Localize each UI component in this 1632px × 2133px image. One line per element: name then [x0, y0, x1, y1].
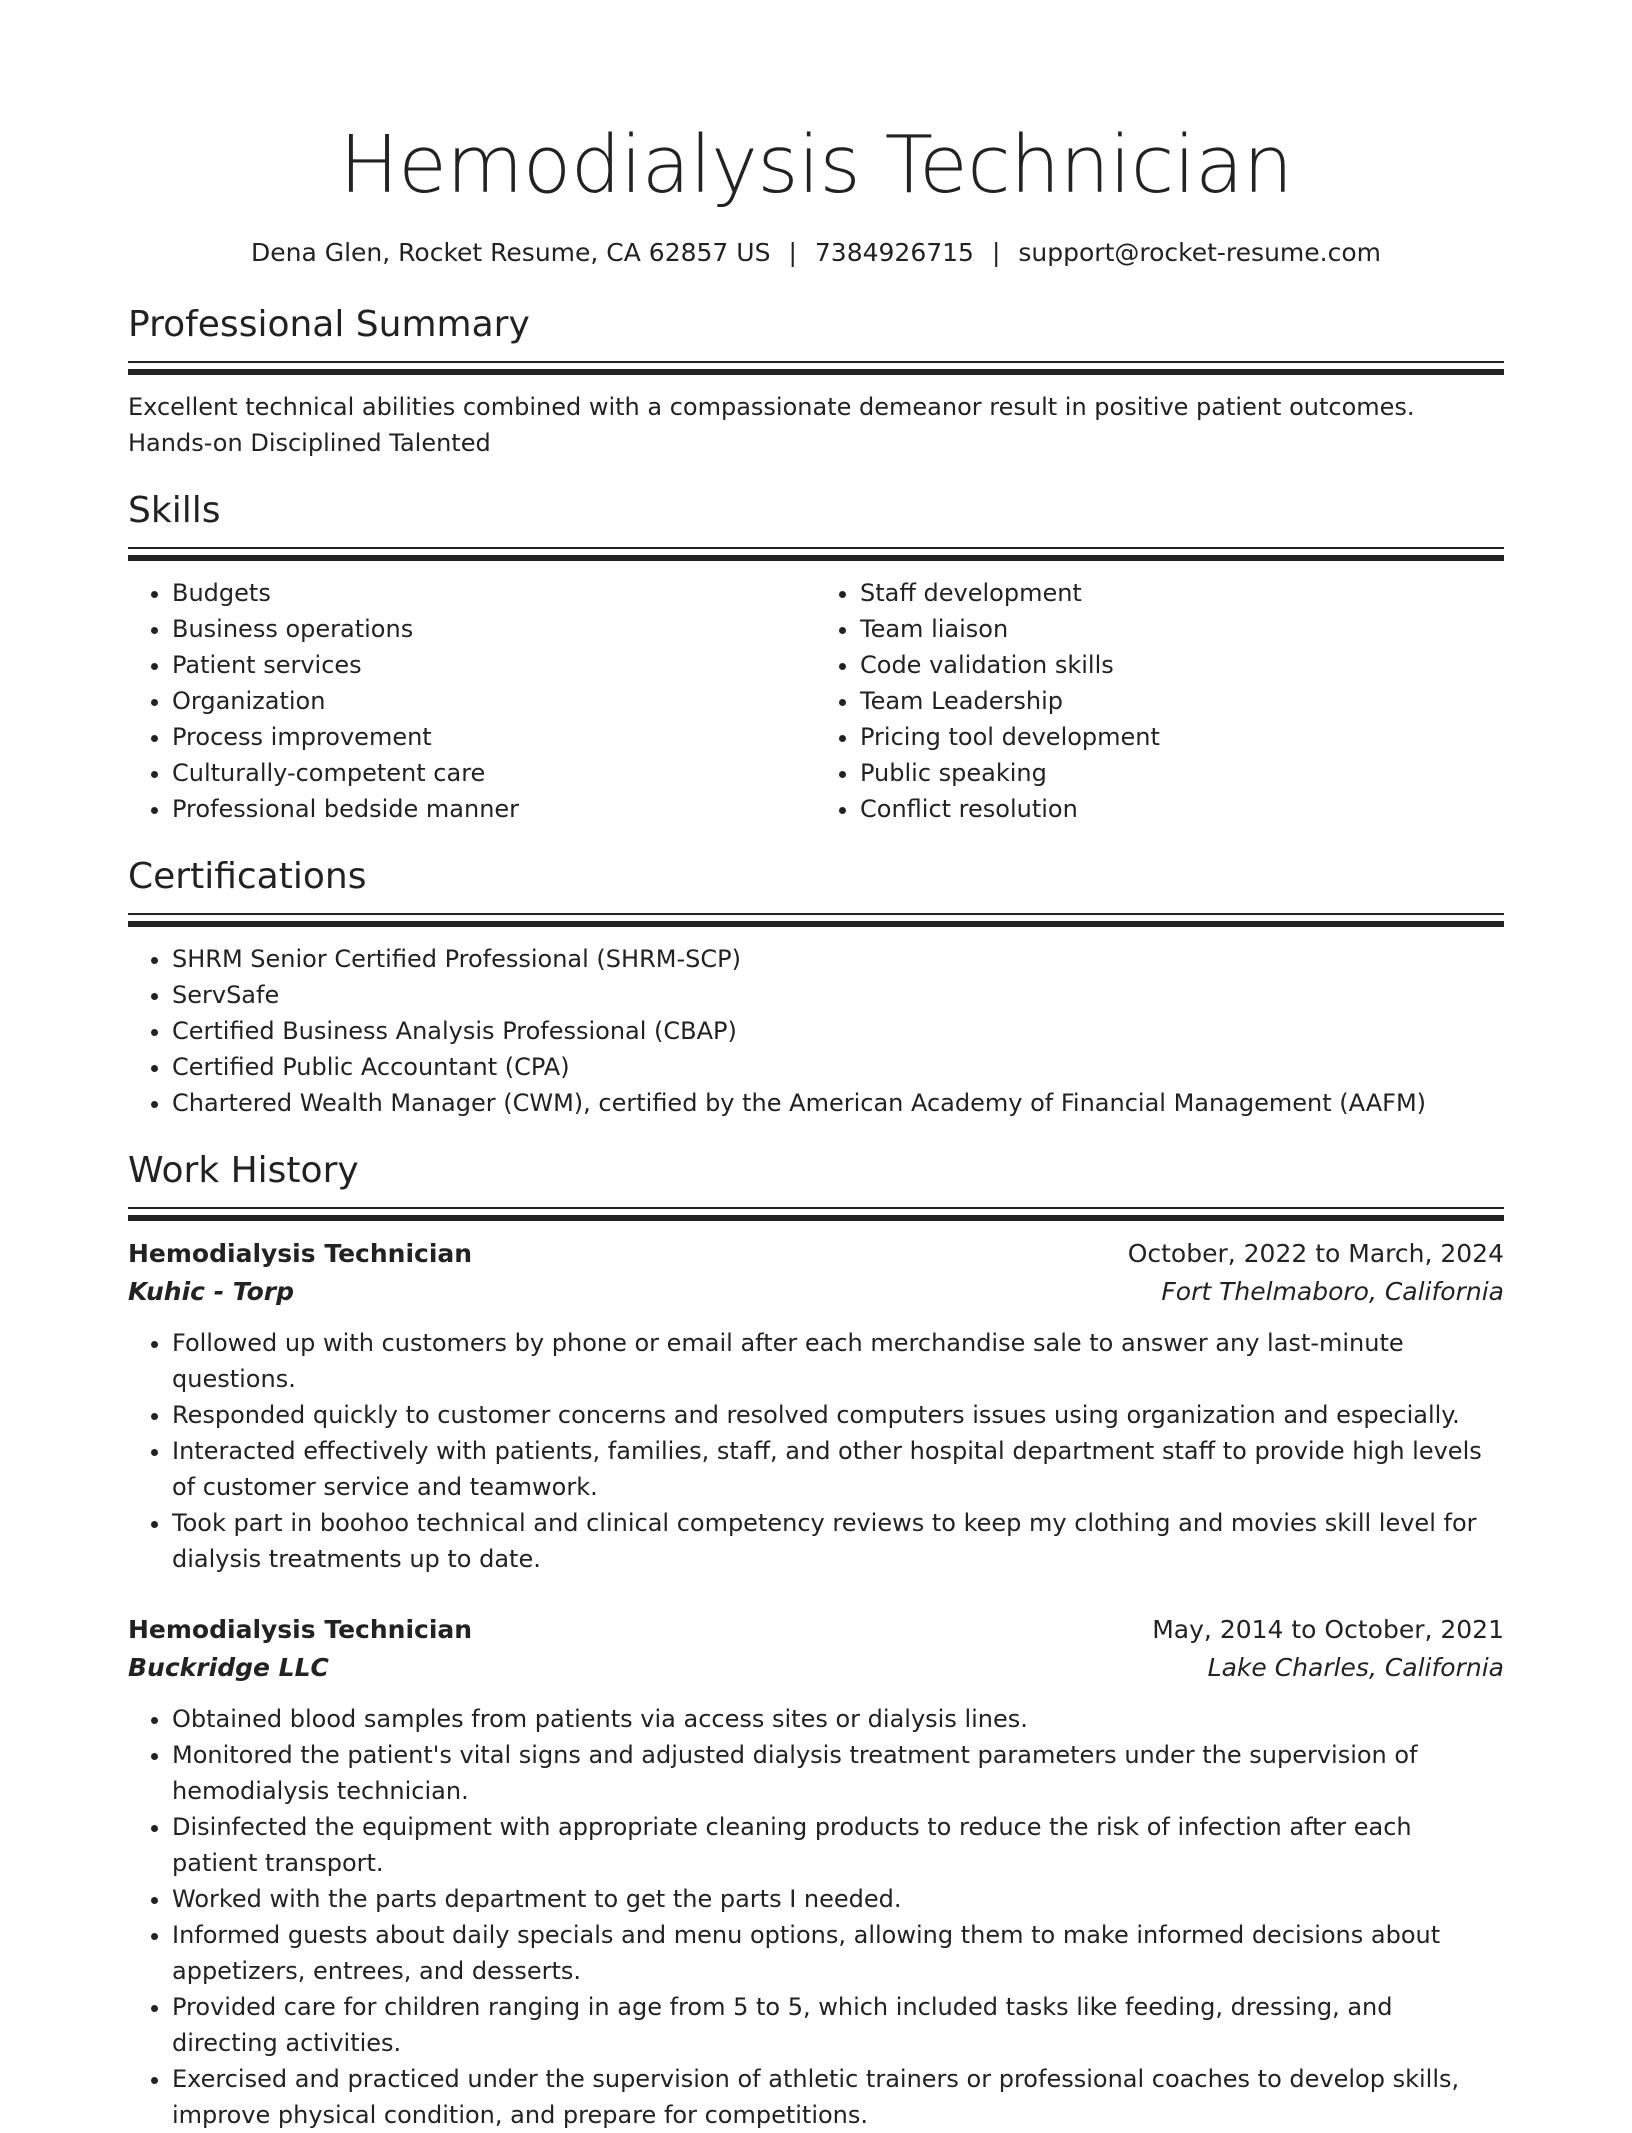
contact-separator: | [991, 238, 1001, 267]
job-bullet: • Exercised and practiced under the supervision of athletic trainers or professional coaches to develop skills, improve physical condition, and prepare for competitions. [172, 2061, 1504, 2133]
job-title: Hemodialysis Technician [128, 1615, 473, 1644]
skill-item: • Conflict resolution [860, 791, 1504, 827]
job-title: Hemodialysis Technician [128, 1239, 473, 1268]
section-divider-thick [128, 921, 1504, 927]
work-history-section [128, 1149, 1504, 2133]
certifications-list [128, 941, 1504, 1121]
section-heading-skills: Skills [128, 490, 221, 531]
job-header [128, 1235, 1504, 1273]
job-bullet: • Responded quickly to customer concerns and resolved computers issues using organization and especially. [172, 1397, 1504, 1433]
certification-item: • Certified Business Analysis Professional (CBAP) [172, 1013, 1504, 1049]
job-bullet: • Obtained blood samples from patients via access sites or dialysis lines. [172, 1701, 1504, 1737]
certification-item: • SHRM Senior Certified Professional (SHRM-SCP) [172, 941, 1504, 977]
section-divider-thin [128, 913, 1504, 915]
contact-phone: 7384926715 [814, 238, 974, 267]
job-bullet: • Disinfected the equipment with appropriate cleaning products to reduce the risk of infection after each patient transport. [172, 1809, 1504, 1881]
skill-item: • Professional bedside manner [172, 791, 816, 827]
skills-section [128, 489, 1504, 827]
job-bullets [128, 1325, 1504, 1577]
job-bullet: • Provided care for children ranging in age from 5 to 5, which included tasks like feeding, dressing, and directing activities. [172, 1989, 1504, 2061]
job-bullet: • Followed up with customers by phone or email after each merchandise sale to answer any last-minute questions. [172, 1325, 1504, 1397]
job-subheader [128, 1273, 1504, 1311]
skill-item: • Public speaking [860, 755, 1504, 791]
skill-item: • Budgets [172, 575, 816, 611]
skill-item: • Staff development [860, 575, 1504, 611]
job-entry [128, 1611, 1504, 2133]
skills-columns [128, 575, 1504, 827]
job-entry [128, 1235, 1504, 1577]
skill-item: • Pricing tool development [860, 719, 1504, 755]
certification-item: • ServSafe [172, 977, 1504, 1013]
summary-text: Excellent technical abilities combined with a compassionate demeanor result in positive patient outcomes. Hands-on Disciplined Talented [128, 393, 1415, 457]
section-heading-work-history: Work History [128, 1150, 359, 1191]
resume-title: Hemodialysis Technician [339, 119, 1293, 211]
skills-list-right [816, 575, 1504, 827]
skills-list-left [128, 575, 816, 827]
skill-item: • Process improvement [172, 719, 816, 755]
job-bullets [128, 1701, 1504, 2133]
certification-item: • Certified Public Accountant (CPA) [172, 1049, 1504, 1085]
job-bullet: • Interacted effectively with patients, families, staff, and other hospital department staff to provide high levels of customer service and teamwork. [172, 1433, 1504, 1505]
section-heading-certifications: Certifications [128, 856, 367, 897]
job-company: Buckridge LLC [128, 1653, 329, 1682]
section-divider-thin [128, 1207, 1504, 1209]
skill-item: • Business operations [172, 611, 816, 647]
skill-item: • Patient services [172, 647, 816, 683]
job-location: Lake Charles, California [1207, 1653, 1504, 1682]
section-divider-thin [128, 547, 1504, 549]
contact-line [128, 237, 1504, 269]
contact-email[interactable]: support@rocket-resume.com [1018, 238, 1381, 267]
certification-item: • Chartered Wealth Manager (CWM), certified by the American Academy of Financial Management (AAFM) [172, 1085, 1504, 1121]
contact-separator: | [788, 238, 797, 267]
section-divider-thick [128, 1215, 1504, 1221]
section-divider-thick [128, 555, 1504, 561]
certifications-section [128, 855, 1504, 1121]
skill-item: • Organization [172, 683, 816, 719]
job-header [128, 1611, 1504, 1649]
contact-address: Dena Glen, Rocket Resume, CA 62857 US [250, 238, 771, 267]
section-heading-summary: Professional Summary [128, 304, 530, 345]
job-bullet: • Informed guests about daily specials and menu options, allowing them to make informed decisions about appetizers, entrees, and desserts. [172, 1917, 1504, 1989]
skill-item: • Team Leadership [860, 683, 1504, 719]
section-divider-thin [128, 361, 1504, 363]
skill-item: • Culturally-competent care [172, 755, 816, 791]
job-bullet: • Monitored the patient's vital signs and adjusted dialysis treatment parameters under the supervision of hemodialysis technician. [172, 1737, 1504, 1809]
job-dates: October, 2022 to March, 2024 [1127, 1239, 1504, 1268]
job-bullet: • Worked with the parts department to get the parts I needed. [172, 1881, 1504, 1917]
job-company: Kuhic - Torp [128, 1277, 295, 1306]
section-divider-thick [128, 369, 1504, 375]
job-subheader [128, 1649, 1504, 1687]
job-dates: May, 2014 to October, 2021 [1152, 1615, 1504, 1644]
job-location: Fort Thelmaboro, California [1161, 1277, 1504, 1306]
skill-item: • Team liaison [860, 611, 1504, 647]
skill-item: • Code validation skills [860, 647, 1504, 683]
summary-section [128, 303, 1504, 461]
job-bullet: • Took part in boohoo technical and clinical competency reviews to keep my clothing and movies skill level for dialysis treatments up to date. [172, 1505, 1504, 1577]
